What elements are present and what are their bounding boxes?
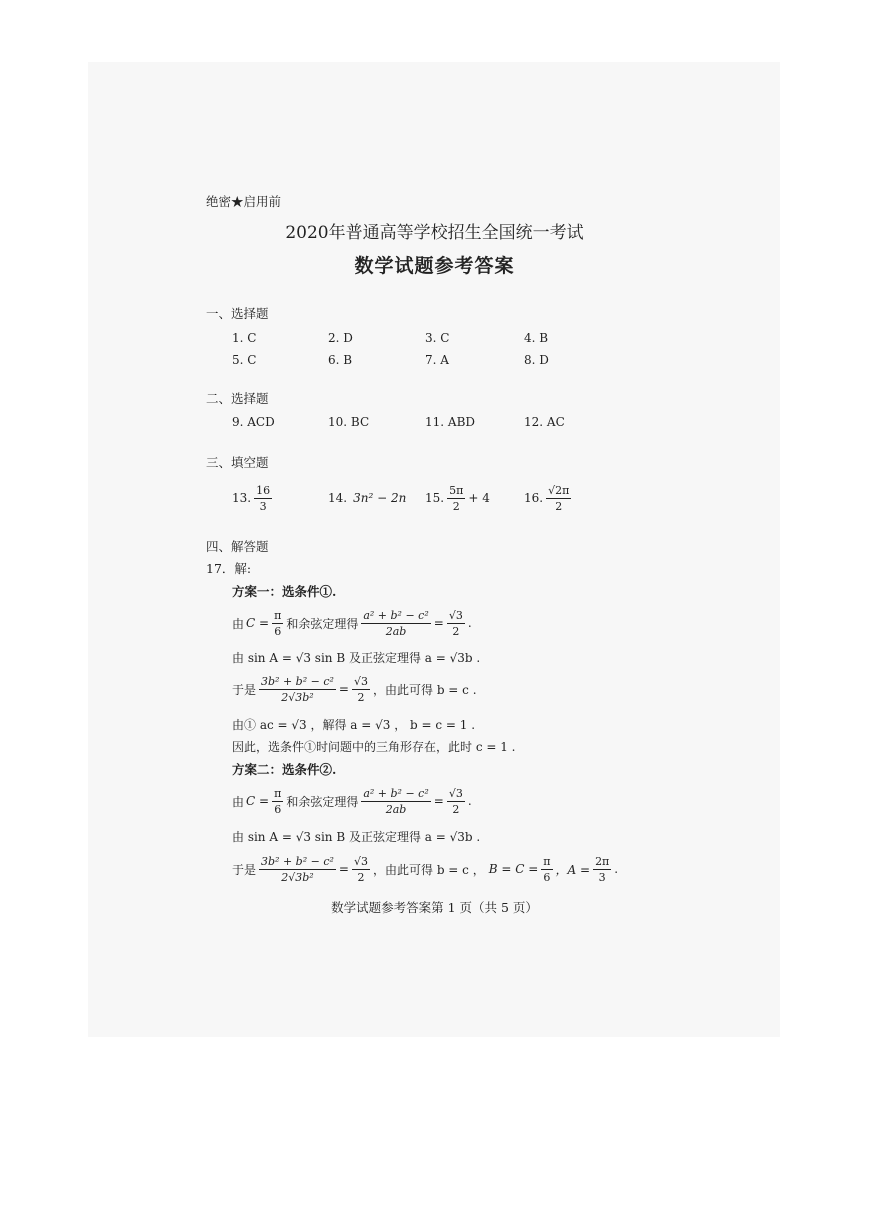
cosine-numerator: a² + b² − c²	[363, 608, 429, 622]
cosine-denominator: 2ab	[385, 802, 407, 816]
plan2-substitution-step	[232, 850, 618, 888]
two-denominator: 2	[452, 802, 460, 816]
sqrt3-over-2-fraction	[447, 609, 465, 638]
confidential-label: 绝密★启用前	[206, 194, 282, 209]
answer-5: 5. C	[232, 353, 257, 367]
pi-over-6-fraction	[272, 609, 283, 638]
section-2-title: 二、选择题	[206, 391, 269, 406]
q15-denominator: 2	[452, 499, 460, 513]
two-pi-over-3-fraction	[593, 855, 611, 884]
q15-label: 15.	[425, 491, 445, 505]
c-equals: C =	[246, 794, 270, 808]
pi-over-6-fraction	[272, 787, 283, 816]
plan1-solve-step: 由① ac = √3 ，解得 a = √3 ， b = c = 1 .	[232, 718, 476, 732]
plan1-sine-step: 由 sin A = √3 sin B 及正弦定理得 a = √3b .	[232, 651, 481, 665]
plan-1-heading: 方案一：选条件①.	[232, 584, 337, 599]
equals-sign: =	[338, 682, 349, 696]
page-footer: 数学试题参考答案第 1 页（共 5 页）	[331, 900, 538, 915]
q16-denominator: 2	[555, 499, 563, 513]
answer-16	[524, 478, 574, 518]
sqrt3-numerator: √3	[353, 854, 368, 868]
six-denominator: 6	[543, 870, 551, 884]
answer-3: 3. C	[425, 331, 450, 345]
substitution-fraction	[259, 675, 336, 704]
section-3-title: 三、填空题	[206, 455, 269, 470]
hence-text: 于是	[232, 862, 257, 877]
equals-sign: =	[433, 616, 444, 630]
answer-9: 9. ACD	[232, 415, 275, 429]
hence-text: 于是	[232, 682, 257, 697]
plan1-substitution-step	[232, 670, 477, 708]
sqrt3-over-2-fraction	[352, 675, 370, 704]
equals-sign: =	[433, 794, 444, 808]
two-pi-numerator: 2π	[595, 854, 610, 868]
document-title: 数学试题参考答案	[354, 255, 515, 277]
two-denominator: 2	[452, 624, 460, 638]
plan2-cosine-step	[232, 782, 472, 820]
q15-fraction	[447, 484, 465, 513]
q16-label: 16.	[524, 491, 544, 505]
two-denominator: 2	[357, 690, 365, 704]
answer-13	[232, 478, 275, 518]
answer-12: 12. AC	[524, 415, 565, 429]
sqrt3-over-2-fraction	[447, 787, 465, 816]
cosine-fraction	[361, 609, 430, 638]
q13-numerator: 16	[256, 483, 271, 497]
substitution-numerator: 3b² + b² − c²	[261, 854, 334, 868]
answer-7: 7. A	[425, 353, 449, 367]
cosine-law-text: 和余弦定理得	[286, 794, 359, 809]
by-text: 由	[232, 794, 245, 809]
sqrt3-numerator: √3	[353, 674, 368, 688]
answer-8: 8. D	[524, 353, 549, 367]
c-equals: C =	[246, 616, 270, 630]
plan-2-heading: 方案二：选条件②.	[232, 762, 337, 777]
section-4-title: 四、解答题	[206, 539, 269, 554]
three-denominator: 3	[598, 870, 606, 884]
q15-tail: + 4	[468, 491, 490, 505]
q15-numerator: 5π	[449, 483, 464, 497]
period: .	[467, 616, 472, 630]
plan1-cosine-step	[232, 604, 472, 642]
question-17-label: 17．解:	[206, 561, 252, 576]
answer-11: 11. ABD	[425, 415, 476, 429]
answer-10: 10. BC	[328, 415, 370, 429]
sqrt3-numerator: √3	[448, 608, 463, 622]
section-1-title: 一、选择题	[206, 306, 269, 321]
answer-2: 2. D	[328, 331, 353, 345]
sqrt3-over-2-fraction	[352, 855, 370, 884]
pi-numerator: π	[274, 608, 282, 622]
plan2-sine-step: 由 sin A = √3 sin B 及正弦定理得 a = √3b .	[232, 830, 481, 844]
plan1-conclusion: 因此，选条件①时问题中的三角形存在，此时 c = 1 .	[232, 740, 516, 754]
q14-label: 14.	[328, 491, 348, 505]
period: .	[614, 862, 619, 876]
six-denominator: 6	[274, 624, 282, 638]
b-c-equals: B = C =	[488, 862, 539, 876]
period: .	[467, 794, 472, 808]
substitution-denominator: 2√3b²	[281, 690, 314, 704]
answer-4: 4. B	[524, 331, 549, 345]
pi-over-6-fraction	[541, 855, 552, 884]
derive-b-equals-c: ，由此可得 b = c ，	[373, 862, 485, 877]
derive-b-equals-c: ，由此可得 b = c .	[373, 682, 477, 697]
cosine-law-text: 和余弦定理得	[286, 616, 359, 631]
cosine-fraction	[361, 787, 430, 816]
exam-title: 2020年普通高等学校招生全国统一考试	[285, 223, 584, 243]
substitution-denominator: 2√3b²	[281, 870, 314, 884]
answer-1: 1. C	[232, 331, 257, 345]
sqrt3-numerator: √3	[448, 786, 463, 800]
cosine-denominator: 2ab	[385, 624, 407, 638]
equals-sign: =	[338, 862, 349, 876]
pi-numerator: π	[543, 854, 551, 868]
q16-numerator: √2π	[548, 483, 570, 497]
q13-label: 13.	[232, 491, 252, 505]
answer-15	[425, 478, 490, 518]
pi-numerator: π	[274, 786, 282, 800]
cosine-numerator: a² + b² − c²	[363, 786, 429, 800]
q16-fraction	[546, 484, 571, 513]
substitution-fraction	[259, 855, 336, 884]
two-denominator: 2	[357, 870, 365, 884]
six-denominator: 6	[274, 802, 282, 816]
substitution-numerator: 3b² + b² − c²	[261, 674, 334, 688]
by-text: 由	[232, 616, 245, 631]
answer-6: 6. B	[328, 353, 353, 367]
q13-denominator: 3	[259, 499, 267, 513]
answer-14	[328, 478, 406, 518]
a-equals: ，A =	[555, 862, 591, 877]
q13-fraction	[254, 484, 272, 513]
q14-expression: 3n² − 2n	[353, 491, 407, 505]
